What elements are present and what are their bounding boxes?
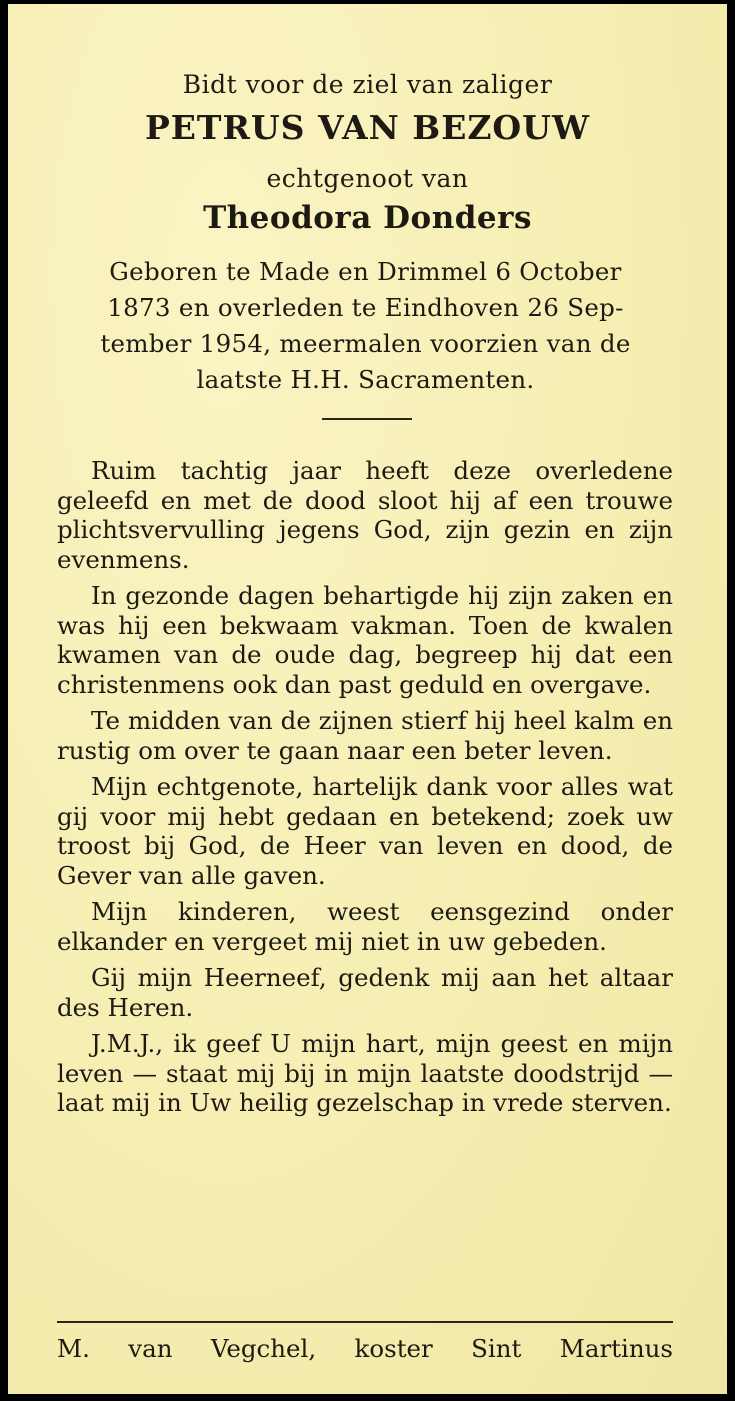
- paragraph: J.M.J., ik geef U mijn hart, mijn geest en mijn leven — staat mij bij in mijn laatste doodstrijd — laat mij in Uw heilig gezelschap in vrede sterven.: [57, 1029, 673, 1117]
- birth-line: 1873 en overleden te Eindhoven 26 Sep-: [107, 293, 624, 322]
- memorial-card: [8, 4, 727, 1394]
- paragraph: Gij mijn Heerneef, gedenk mij aan het altaar des Heren.: [57, 963, 673, 1022]
- birth-line: laatste H.H. Sacramenten.: [196, 365, 535, 394]
- paragraph: Mijn kinderen, weest eensgezind onder elkander en vergeet mij niet in uw gebeden.: [57, 897, 673, 956]
- spouse-intro-line: echtgenoot van: [266, 164, 469, 193]
- memorial-text: [57, 456, 673, 1125]
- paragraph: Ruim tachtig jaar heeft deze overledene geleefd en met de dood sloot hij af een trouwe plichtsvervulling jegens God, zijn gezin en zijn evenmens.: [57, 456, 673, 574]
- deceased-name: PETRUS VAN BEZOUW: [144, 108, 591, 147]
- spouse-name: Theodora Donders: [203, 200, 532, 236]
- paragraph: Mijn echtgenote, hartelijk dank voor alles wat gij voor mij hebt gedaan en betekend; zoek uw troost bij God, de Heer van leven en dood, de Gever van alle gaven.: [57, 772, 673, 890]
- footer-divider: [57, 1321, 673, 1323]
- birth-death-details: [58, 254, 673, 398]
- birth-line: Geboren te Made en Drimmel 6 October: [109, 257, 622, 286]
- paragraph: Te midden van de zijnen stierf hij heel kalm en rustig om over te gaan naar een beter leven.: [57, 706, 673, 765]
- printer-credit: M. van Vegchel, koster Sint Martinus: [57, 1334, 673, 1363]
- paragraph: In gezonde dagen behartigde hij zijn zaken en was hij een bekwaam vakman. Toen de kwalen kwamen van de oude dag, begreep hij dat een christenmens ook dan past geduld en overgave.: [57, 581, 673, 699]
- birth-line: tember 1954, meermalen voorzien van de: [100, 329, 631, 358]
- intro-line: Bidt voor de ziel van zaliger: [182, 70, 553, 99]
- short-divider: [322, 418, 412, 420]
